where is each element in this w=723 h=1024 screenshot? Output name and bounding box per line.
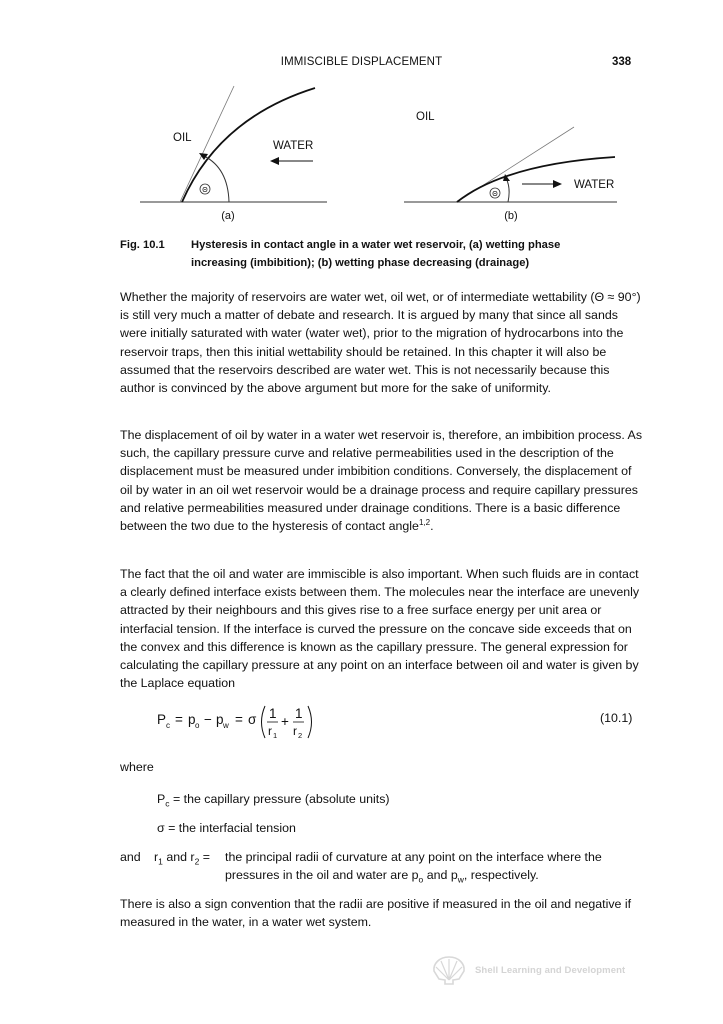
reference-superscript: 1,2 [418, 517, 431, 527]
eq-P: P [157, 712, 167, 727]
where-label: where [120, 760, 154, 774]
definition-and: and [120, 850, 141, 864]
eq-sub-c: c [166, 721, 170, 730]
paragraph-imbibition-end: . [430, 519, 434, 534]
definition-interfacial-tension [157, 819, 296, 837]
panel-a-water-arrowhead [270, 157, 279, 165]
panel-b-oil-label: OIL [416, 111, 435, 123]
panel-b [404, 111, 617, 222]
eq-sigma: σ [248, 712, 257, 727]
panel-b-water-label: WATER [574, 179, 615, 191]
def3-line2-b: and p [423, 868, 458, 882]
def1-text: = the capillary pressure (absolute units) [169, 792, 390, 806]
eq-left-paren [262, 706, 266, 738]
eq-numerator-1: 1 [269, 706, 277, 721]
definition-radii-term [154, 848, 210, 866]
def3-r: r [154, 850, 159, 864]
panel-b-water-arrowhead [553, 180, 562, 188]
def1-subscript: c [165, 798, 170, 809]
caption-line-1: Hysteresis in contact angle in a water wet reservoir, (a) wetting phase [191, 239, 561, 251]
panel-a-label: (a) [221, 210, 235, 222]
paragraph-sign-convention: There is also a sign convention that the radii are positive if measured in the oil and negative if measured in the water, in a water wet system. [120, 897, 632, 930]
definition-radii-text [225, 848, 635, 884]
eq-denominator-r2: r [293, 724, 297, 738]
shell-watermark [431, 954, 651, 990]
page-number: 338 [612, 56, 632, 68]
def1-symbol: P [157, 792, 166, 806]
running-header: IMMISCIBLE DISPLACEMENT [280, 56, 443, 68]
eq-denominator-sub1: 1 [273, 731, 278, 740]
eq-minus: − [204, 712, 212, 727]
figure-caption [120, 236, 640, 272]
panel-a-theta-label: Θ [202, 187, 208, 194]
caption-line-2: increasing (imbibition); (b) wetting phase decreasing (drainage) [191, 257, 530, 269]
laplace-equation [157, 702, 637, 742]
eq-sub-w: w [223, 721, 229, 730]
shell-logo-icon [431, 954, 467, 986]
eq-plus: + [281, 714, 289, 729]
eq-sub-o: o [195, 721, 200, 730]
def3-line2 [225, 866, 635, 884]
panel-b-label: (b) [504, 210, 518, 222]
paragraph-imbibition [120, 426, 644, 535]
panel-a-angle-arc [204, 156, 229, 202]
def2-symbol: σ [157, 821, 165, 835]
eq-denominator-r1: r [268, 724, 272, 738]
definition-capillary-pressure [157, 790, 390, 808]
eq-p-water: p [216, 712, 224, 727]
eq-equals-2: = [235, 712, 243, 727]
def3-sub2: 2 [194, 856, 200, 867]
contact-angle-figure [0, 78, 723, 228]
panel-a [140, 86, 327, 222]
eq-denominator-sub2: 2 [298, 731, 303, 740]
def3-sub1: 1 [158, 856, 163, 867]
panel-b-angle-arc [506, 178, 509, 202]
def3-line2-sub-o: o [418, 874, 424, 885]
panel-a-oil-label: OIL [173, 132, 192, 144]
paragraph-interfacial-tension: The fact that the oil and water are immiscible is also important. When such fluids are in contact a clearly defined interface exists between them. The molecules near the interface are unevenly attracted by their neighbours and this gives rise to a free surface energy per unit area or interfacial tension. If the interface is curved the pressure on the concave side exceeds that on the convex and this difference is known as the capillary pressure. The general expression for calculating the capillary pressure at any point on an interface between oil and water is given by the Laplace equation [120, 567, 640, 691]
def3-eq: = [199, 850, 210, 864]
eq-right-paren [308, 706, 312, 738]
panel-a-water-label: WATER [273, 140, 314, 152]
def2-text: = the interfacial tension [164, 821, 296, 835]
figure-number: Fig. 10.1 [120, 239, 165, 251]
paragraph-imbibition-text: The displacement of oil by water in a water wet reservoir is, therefore, an imbibition process. As such, the capillary pressure curve and relative permeabilities used in the description of the displacement must be measured under imbibition conditions. Conversely, the displacement of oil by water in an oil wet reservoir would be a drainage process and require capillary pressures and relative permeabilities measured under drainage conditions. There is a basic difference between the two due to the hysteresis of contact angle [120, 428, 643, 534]
def3-line1: the principal radii of curvature at any point on the interface where the [225, 850, 602, 864]
eq-equals-1: = [175, 712, 183, 727]
eq-numerator-2: 1 [295, 706, 303, 721]
eq-p-oil: p [188, 712, 196, 727]
panel-b-theta-label: Θ [492, 191, 498, 198]
def3-line2-c: , respectively. [463, 868, 539, 882]
paragraph-wettability: Whether the majority of reservoirs are water wet, oil wet, or of intermediate wettability (Θ ≈ 90°) is still very much a matter of debate and research. It is argued by many that since all sands were initially saturated with water (water wet), prior to the migration of hydrocarbons into the reservoir traps, then this initial wettability should be retained. In this chapter it will also be assumed that the reservoirs described are water wet. This is not necessarily because this author is convinced by the above argument but more for the sake of uniformity. [120, 290, 641, 396]
def3-line2-a: pressures in the oil and water are p [225, 868, 419, 882]
def3-mid: and r [162, 850, 195, 864]
watermark-text: Shell Learning and Development [475, 965, 626, 976]
equation-number: (10.1) [600, 711, 633, 725]
def3-line2-sub-w: w [457, 874, 464, 885]
